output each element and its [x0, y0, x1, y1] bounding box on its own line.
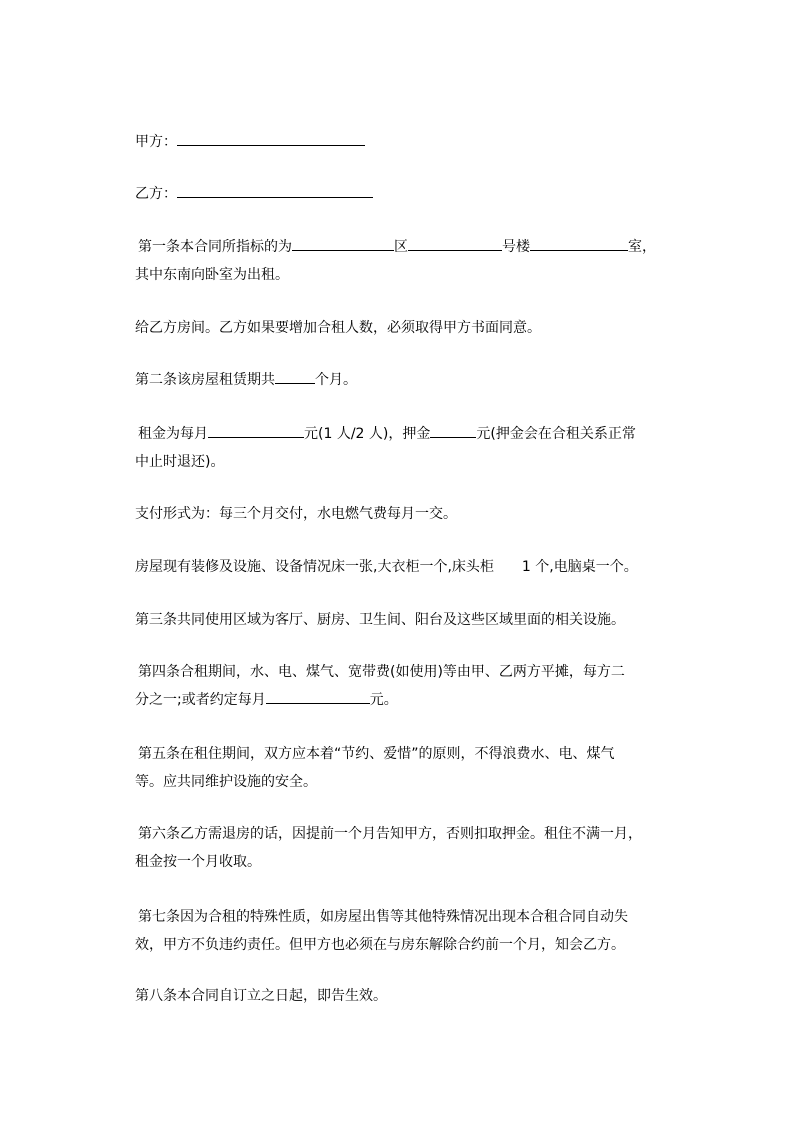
shared-fee-blank[interactable] [266, 688, 370, 704]
article-7-line-1: 第七条因为合租的特殊性质，如房屋出售等其他特殊情况出现本合租合同自动失 [138, 909, 628, 925]
article-7 [135, 903, 708, 959]
building-label: 号楼 [502, 239, 530, 255]
party-b-line [135, 180, 705, 208]
para-furnishings: 房屋现有装修及设施、设备情况床一张,大衣柜一个,床头柜 1 个,电脑桌一个。 [135, 559, 638, 575]
building-blank[interactable] [408, 235, 502, 251]
room-blank[interactable] [530, 235, 628, 251]
party-a-line [135, 128, 705, 156]
article-3: 第三条共同使用区域为客厅、厨房、卫生间、阳台及这些区域里面的相关设施。 [135, 612, 625, 628]
article-5 [135, 740, 708, 796]
deposit-blank[interactable] [430, 422, 476, 438]
article-6-line-1: 第六条乙方需退房的话，因提前一个月告知甲方，否则扣取押金。租住不满一月， [138, 826, 642, 842]
para-give-room: 给乙方房间。乙方如果要增加合租人数，必须取得甲方书面同意。 [135, 320, 541, 336]
article-1-line-1 [138, 233, 708, 261]
article-2-suffix: 个月。 [315, 372, 357, 388]
district-label: 区 [394, 239, 408, 255]
rent-clause [135, 420, 708, 476]
article-5-line-1: 第五条在租住期间，双方应本着“节约、爱惜”的原则，不得浪费水、电、煤气 [138, 746, 615, 762]
article-4-line-2-suffix: 元。 [369, 692, 398, 708]
rent-suffix: 元(押金会在合租关系正常 [476, 426, 636, 442]
article-5-line-2: 等。应共同维护设施的安全。 [135, 774, 317, 790]
rent-prefix: 租金为每月 [138, 426, 208, 442]
para-payment: 支付形式为：每三个月交付，水电燃气费每月一交。 [135, 506, 457, 522]
rent-mid: 元(1 人/2 人)，押金 [304, 426, 431, 442]
article-4-line-2-prefix: 分之一;或者约定每月 [135, 692, 266, 708]
article-2-prefix: 第二条该房屋租赁期共 [135, 372, 275, 388]
article-8: 第八条本合同自订立之日起，即告生效。 [135, 988, 387, 1004]
party-a-label: 甲方： [135, 134, 177, 150]
rent-amount-blank[interactable] [208, 422, 304, 438]
district-blank[interactable] [292, 235, 394, 251]
article-2 [135, 366, 705, 394]
article-6-line-2: 租金按一个月收取。 [135, 854, 261, 870]
article-4-line-1: 第四条合租期间，水、电、煤气、宽带费(如使用)等由甲、乙两方平摊，每方二 [138, 664, 625, 680]
article-6 [135, 820, 708, 876]
article-1-line-2: 其中东南向卧室为出租。 [135, 267, 289, 283]
room-label: 室， [628, 239, 656, 255]
party-b-blank[interactable] [177, 182, 373, 198]
party-b-label: 乙方： [135, 186, 177, 202]
article-4 [135, 658, 708, 714]
article-1 [135, 233, 708, 289]
party-a-blank[interactable] [177, 130, 365, 146]
rent-line-1 [138, 420, 708, 448]
lease-months-blank[interactable] [275, 368, 315, 384]
article-1-prefix: 第一条本合同所指标的为 [138, 239, 292, 255]
article-7-line-2: 效，甲方不负违约责任。但甲方也必须在与房东解除合约前一个月，知会乙方。 [135, 937, 625, 953]
rent-line-2: 中止时退还)。 [135, 454, 225, 470]
article-4-line-2 [135, 686, 708, 714]
